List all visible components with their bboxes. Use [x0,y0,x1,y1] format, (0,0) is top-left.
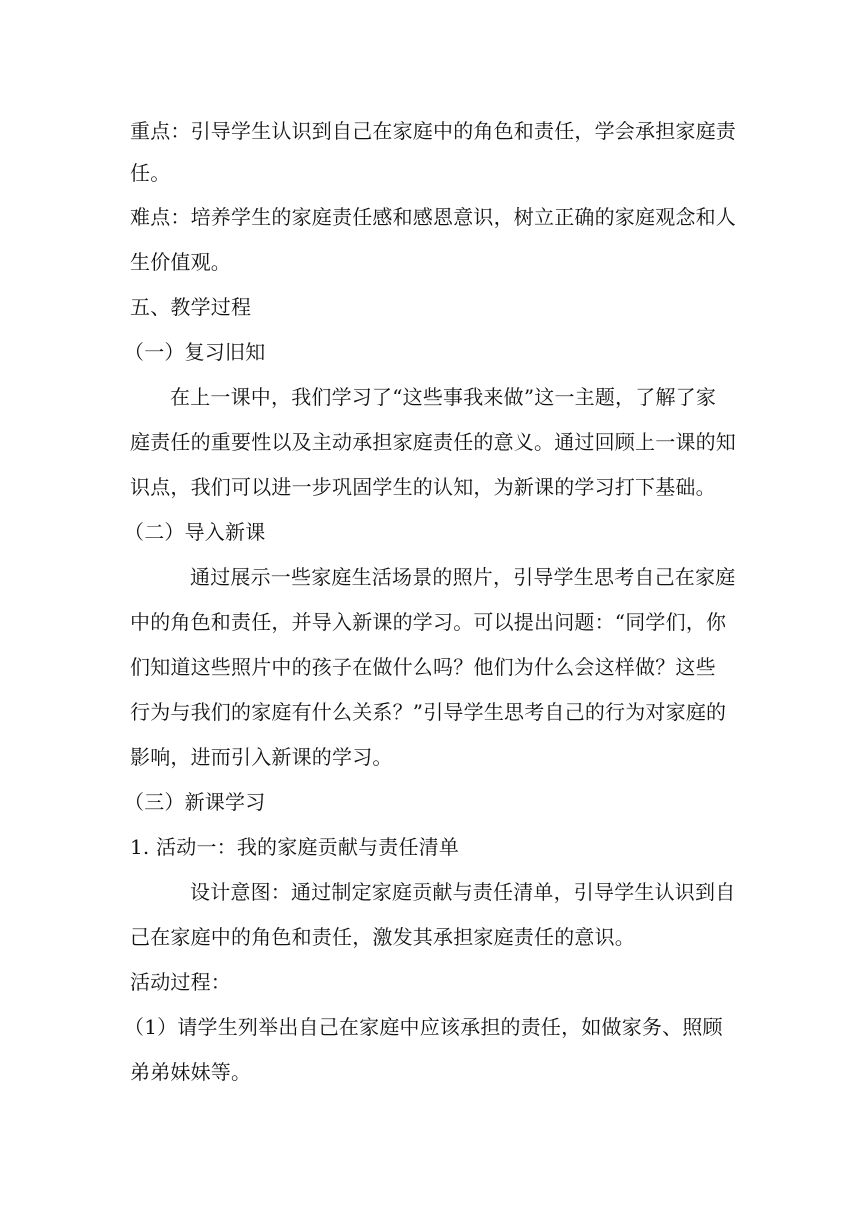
review-paragraph-line-2: 庭责任的重要性以及主动承担家庭责任的意义。通过回顾上一课的知 [130,430,736,454]
intro-paragraph-line-4: 行为与我们的家庭有什么关系？”引导学生思考自己的行为对家庭的 [130,700,727,724]
section-heading-teaching-process: 五、教学过程 [130,295,252,319]
process-step-1-line-2: 弟弟妹妹等。 [130,1060,252,1084]
design-intent-line-1: 设计意图：通过制定家庭贡献与责任清单，引导学生认识到自 [190,880,736,904]
key-point-line-2: 任。 [130,161,171,185]
design-intent-line-2: 己在家庭中的角色和责任，激发其承担家庭责任的意识。 [130,925,635,949]
difficulty-line-2: 生价值观。 [130,250,231,274]
intro-paragraph-line-2: 中的角色和责任，并导入新课的学习。可以提出问题：“同学们，你 [130,610,727,634]
process-step-1-line-1: （1）请学生列举出自己在家庭中应该承担的责任，如做家务、照顾 [124,1015,723,1039]
activity-one-title: 1. 活动一：我的家庭贡献与责任清单 [130,835,460,859]
key-point-line-1: 重点：引导学生认识到自己在家庭中的角色和责任，学会承担家庭责 [130,119,736,143]
intro-paragraph-line-3: 们知道这些照片中的孩子在做什么吗？他们为什么会这样做？这些 [130,655,716,679]
review-paragraph-line-1: 在上一课中，我们学习了“这些事我来做”这一主题，了解了家 [170,385,717,409]
subheading-intro: （二）导入新课 [124,520,266,544]
review-paragraph-line-3: 识点，我们可以进一步巩固学生的认知，为新课的学习打下基础。 [130,475,716,499]
intro-paragraph-line-5: 影响，进而引入新课的学习。 [130,745,393,769]
subheading-new-lesson: （三）新课学习 [124,790,266,814]
intro-paragraph-line-1: 通过展示一些家庭生活场景的照片，引导学生思考自己在家庭 [190,565,736,589]
difficulty-line-1: 难点：培养学生的家庭责任感和感恩意识，树立正确的家庭观念和人 [130,205,736,229]
activity-process-label: 活动过程： [130,970,231,994]
subheading-review: （一）复习旧知 [124,340,266,364]
